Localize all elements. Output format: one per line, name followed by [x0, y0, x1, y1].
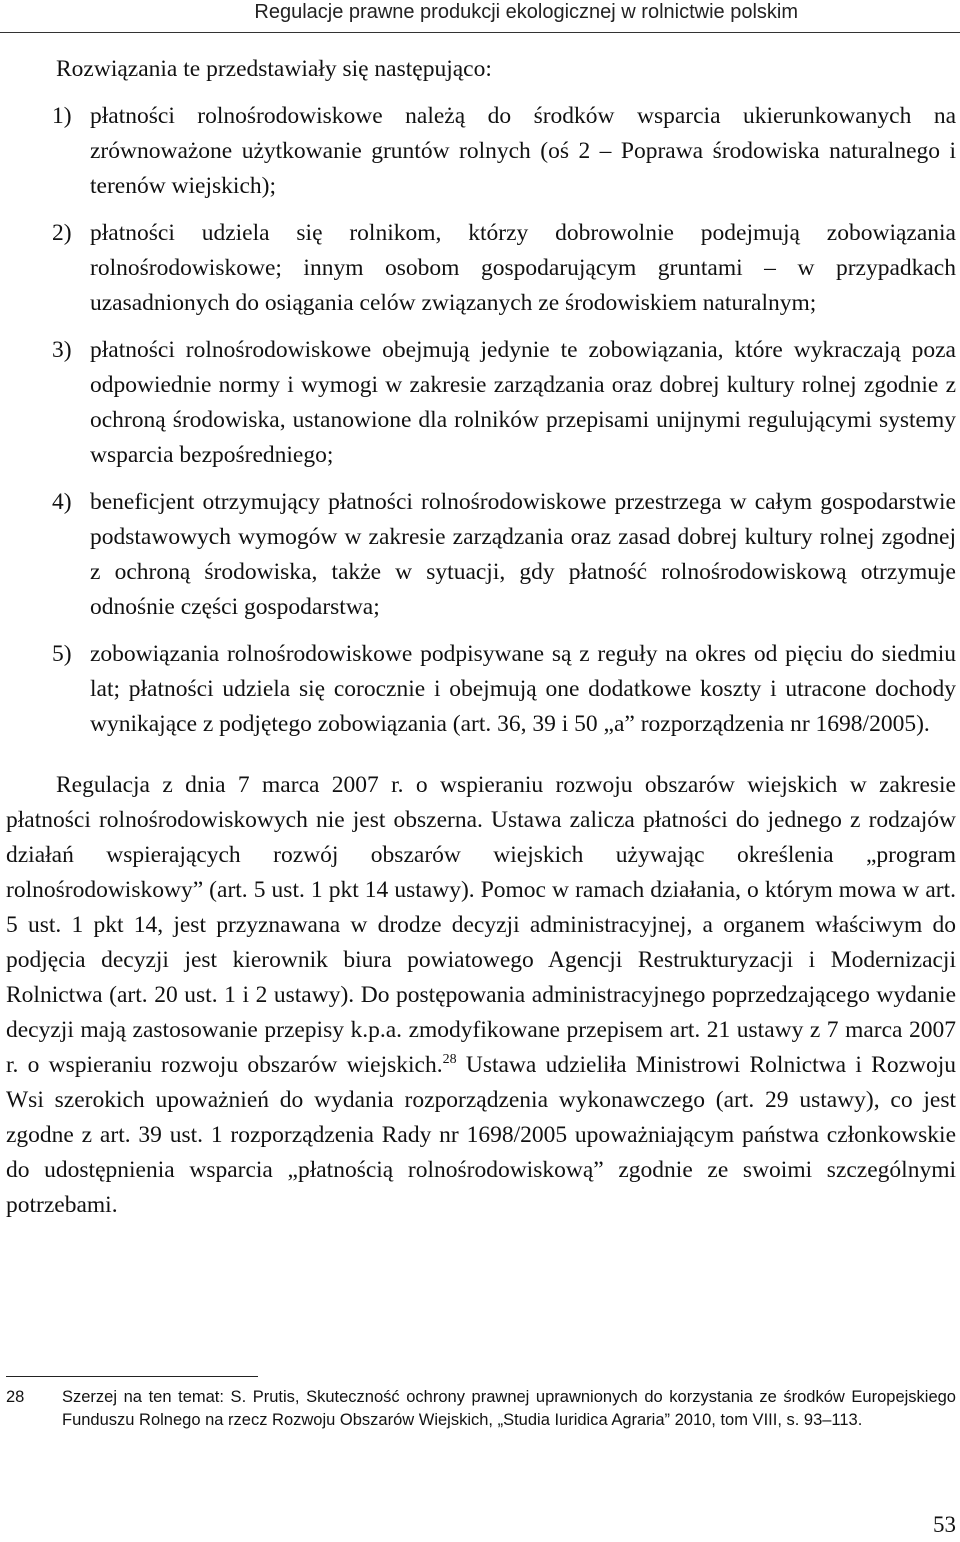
list-item-text: płatności rolnośrodowiskowe należą do środków wsparcia ukierunkowanych na zrównoważone użytkowanie gruntów rolnych (oś 2 – Poprawa środowiska naturalnego i terenów wiejskich);: [90, 103, 956, 199]
footnote-reference[interactable]: 28: [442, 1052, 457, 1067]
footnote: [6, 1386, 956, 1432]
header-rule: [0, 32, 960, 33]
list-item-number: 5): [52, 641, 72, 667]
list-item: [6, 216, 956, 321]
list-item-text: płatności udziela się rolnikom, którzy dobrowolnie podejmują zobowiązania rolnośrodowiskowe; innym osobom gospodarującym gruntami – w przypadkach uzasadnionych do osiągania celów związanych ze środowiskiem naturalnym;: [90, 220, 956, 316]
provisions-list: [6, 99, 956, 742]
list-item-number: 4): [52, 489, 72, 515]
list-item: [6, 485, 956, 625]
running-header: Regulacje prawne produkcji ekologicznej w rolnictwie polskim: [254, 1, 798, 23]
list-item: [6, 333, 956, 473]
footnote-text: Szerzej na ten temat: S. Prutis, Skuteczność ochrony prawnej uprawnionych do korzystania ze środków Europejskiego Funduszu Rolnego na rzecz Rozwoju Obszarów Wiejskich, „Studia Iuridica Agraria” 2010, tom VIII, s. 93–113.: [62, 1388, 956, 1429]
page-number: 53: [933, 1512, 956, 1537]
list-item-number: 2): [52, 220, 72, 246]
list-item: [6, 637, 956, 742]
footnote-number: 28: [6, 1388, 25, 1406]
intro-sentence: Rozwiązania te przedstawiały się następująco:: [56, 56, 492, 82]
footnote-rule: [6, 1376, 258, 1377]
list-item-text: beneficjent otrzymujący płatności rolnośrodowiskowe przestrzega w całym gospodarstwie podstawowych wymogów w zakresie zarządzania oraz zasad dobrej kultury rolnej zgodnej z ochroną środowiska, także w sytuacji, gdy płatność rolnośrodowiskową otrzymuje odnośnie części gospodarstwa;: [90, 489, 956, 620]
list-item-number: 1): [52, 103, 72, 129]
paragraph-text-part1: Regulacja z dnia 7 marca 2007 r. o wspieraniu rozwoju obszarów wiejskich w zakresie płatności rolnośrodowiskowych nie jest obszerna. Ustawa zalicza płatności do jednego z rodzajów działań wspierających rozwój obszarów wiejskich używając określenia „program rolnośrodowiskowy” (art. 5 ust. 1 pkt 14 ustawy). Pomoc w ramach działania, o którym mowa w art. 5 ust. 1 pkt 14, jest przyznawana w drodze decyzji administracyjnej, a organem właściwym do podjęcia decyzji jest kierownik biura powiatowego Agencji Restrukturyzacji i Modernizacji Rolnictwa (art. 20 ust. 1 i 2 ustawy). Do postępowania administracyjnego poprzedzającego wydanie decyzji mają zastosowanie przepisy k.p.a. zmodyfikowane przepisem art. 21 ustawy z 7 marca 2007 r. o wspieraniu rozwoju obszarów wiejskich.: [6, 772, 956, 1078]
list-item-number: 3): [52, 337, 72, 363]
list-item-text: płatności rolnośrodowiskowe obejmują jedynie te zobowiązania, które wykraczają poza odpowiednie normy i wymogi w zakresie zarządzania oraz dobrej kultury rolnej zgodnie z ochroną środowiska, ustanowione dla rolników przepisami unijnymi regulującymi systemy wsparcia bezpośredniego;: [90, 337, 956, 468]
list-item: [6, 99, 956, 204]
paragraph-text-part2: Ustawa udzieliła Ministrowi Rolnictwa i Rozwoju Wsi szerokich upoważnień do wydania rozporządzenia wykonawczego (art. 29 ustawy), co jest zgodne z art. 39 ust. 1 rozporządzenia Rady nr 1698/2005 upoważniającym państwa członkowskie do udostępnienia wsparcia „płatnością rolnośrodowiskową” zgodnie ze swoimi szczególnymi potrzebami.: [6, 1052, 956, 1218]
list-item-text: zobowiązania rolnośrodowiskowe podpisywane są z reguły na okres od pięciu do siedmiu lat; płatności udziela się corocznie i obejmują one dodatkowe koszty i utracone dochody wynikające z podjętego zobowiązania (art. 36, 39 i 50 „a” rozporządzenia nr 1698/2005).: [90, 641, 956, 737]
page-body: [6, 52, 956, 1223]
body-paragraph: [6, 768, 956, 1223]
